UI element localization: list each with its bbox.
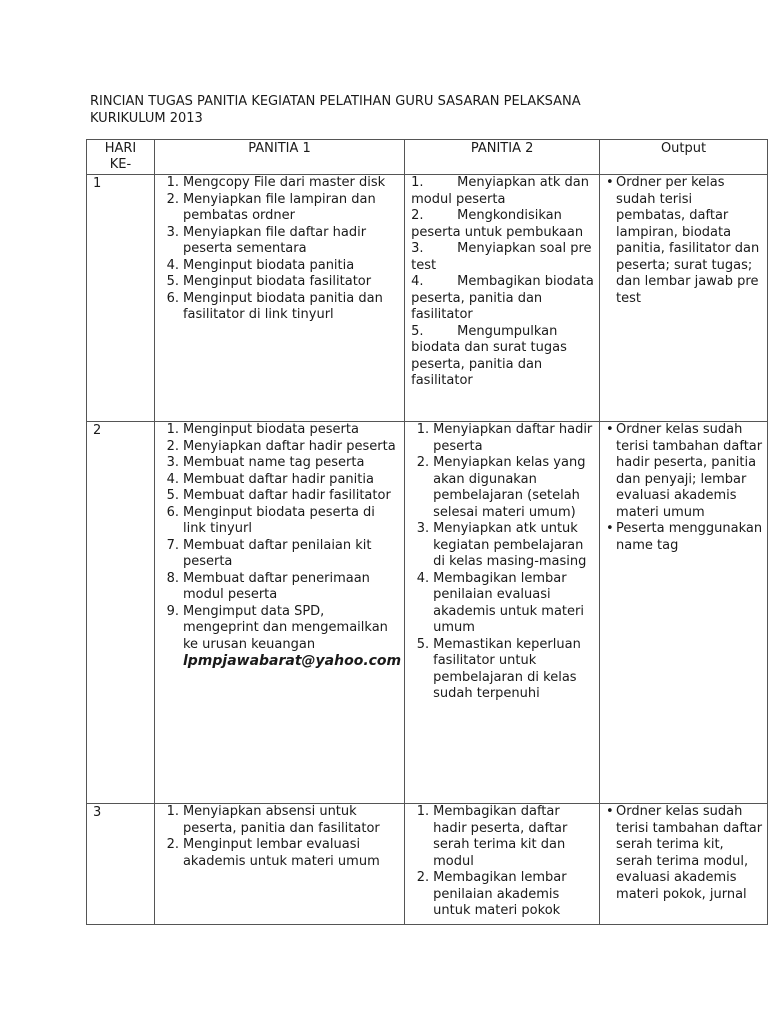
list-item: 5. Membuat daftar hadir fasilitator	[166, 488, 391, 503]
list-item: • Ordner per kelas sudah terisi pembatas, daftar lampiran, biodata panitia, fasilitator dan peserta; surat tugas; dan lembar jawab pre test	[606, 175, 760, 306]
list-item: 2. Menyiapkan kelas yang akan digunakan pembelajaran (setelah selesai materi umum)	[416, 455, 586, 520]
list-item: 5. Mengumpulkan biodata dan surat tugas peserta, panitia dan fasilitator	[411, 323, 567, 388]
header-panitia1: PANITIA 1	[154, 140, 404, 175]
list-item: 8. Membuat daftar penerimaan modul peserta	[166, 570, 370, 602]
list-item: 4. Menginput biodata panitia	[166, 257, 355, 273]
table-header-row	[87, 140, 768, 175]
panitia2-task-list	[405, 804, 599, 920]
list-item: 1. Menyiapkan atk dan modul peserta	[411, 175, 589, 207]
header-hari-line2: KE-	[109, 157, 132, 172]
output-cell	[600, 804, 768, 925]
list-item: 1. Membagikan daftar hadir peserta, daftar serah terima kit dan modul	[416, 804, 568, 869]
list-item: • Ordner kelas sudah terisi tambahan daftar serah terima kit, serah terima modul, evaluasi akademis materi pokok, jurnal	[606, 804, 763, 902]
panitia2-cell	[405, 175, 600, 422]
list-item: 2. Menyiapkan daftar hadir peserta	[166, 438, 396, 454]
table-row	[87, 175, 768, 422]
list-item: 2. Membagikan lembar penilaian akademis untuk materi pokok	[416, 870, 567, 918]
list-item: 5. Menginput biodata fasilitator	[166, 274, 372, 289]
list-item: 3. Menyiapkan file daftar hadir peserta sementara	[166, 224, 367, 256]
list-item: 1. Menyiapkan absensi untuk peserta, panitia dan fasilitator	[166, 804, 380, 836]
panitia1-task-list	[155, 804, 404, 870]
header-hari-line1: HARI	[104, 141, 137, 156]
title-line-2: KURIKULUM 2013	[90, 111, 203, 126]
list-item: 3. Menyiapkan atk untuk kegiatan pembelajaran di kelas masing-masing	[416, 521, 587, 569]
panitia2-task-list	[405, 422, 599, 703]
document-title	[90, 93, 650, 127]
header-panitia2: PANITIA 2	[405, 140, 600, 175]
table-row	[87, 804, 768, 925]
panitia2-task-list	[405, 175, 599, 390]
list-item: • Peserta menggunakan name tag	[606, 521, 763, 553]
list-item: 4. Membagikan biodata peserta, panitia dan fasilitator	[411, 274, 594, 322]
panitia1-cell	[154, 804, 404, 925]
bullet-icon: •	[606, 804, 614, 819]
bullet-icon: •	[606, 422, 614, 437]
output-cell	[600, 175, 768, 422]
list-item: 4. Membagikan lembar penilaian evaluasi akademis untuk materi umum	[416, 570, 584, 635]
list-item: 3. Menyiapkan soal pre test	[411, 241, 592, 273]
email-address: lpmpjawabarat@yahoo.com	[182, 653, 402, 669]
list-item: • Ordner kelas sudah terisi tambahan daftar hadir peserta, panitia dan penyaji; lembar evaluasi akademis materi umum	[606, 422, 763, 520]
task-table	[86, 139, 768, 925]
list-item: 2. Mengkondisikan peserta untuk pembukaan	[411, 208, 584, 240]
day-cell: 3	[87, 804, 155, 925]
panitia2-cell	[405, 804, 600, 925]
bullet-icon: •	[606, 521, 614, 536]
output-list	[600, 175, 767, 307]
header-output: Output	[600, 140, 768, 175]
panitia1-task-list	[155, 175, 404, 324]
day-cell: 1	[87, 175, 155, 422]
list-item: 1. Menyiapkan daftar hadir peserta	[416, 422, 593, 454]
panitia1-cell	[154, 422, 404, 804]
header-hari	[87, 140, 155, 175]
list-item: 5. Memastikan keperluan fasilitator untuk pembelajaran di kelas sudah terpenuhi	[416, 636, 581, 701]
table-row	[87, 422, 768, 804]
title-line-1: RINCIAN TUGAS PANITIA KEGIATAN PELATIHAN GURU SASARAN PELAKSANA	[90, 94, 581, 109]
list-item: 9. Mengimput data SPD, mengeprint dan mengemailkan ke urusan keuangan lpmpjawabarat@yahoo.com	[166, 603, 402, 669]
list-item: 2. Menyiapkan file lampiran dan pembatas ordner	[166, 191, 376, 223]
list-item: 7. Membuat daftar penilaian kit peserta	[166, 537, 372, 569]
list-item: 1. Mengcopy File dari master disk	[166, 175, 386, 190]
panitia1-task-list	[155, 422, 404, 671]
panitia2-cell	[405, 422, 600, 804]
output-list	[600, 422, 767, 554]
panitia1-cell	[154, 175, 404, 422]
list-item: 6. Menginput biodata peserta di link tinyurl	[166, 504, 375, 536]
list-item: 2. Menginput lembar evaluasi akademis untuk materi umum	[166, 837, 380, 869]
list-item: 1. Menginput biodata peserta	[166, 422, 359, 437]
list-item: 6. Menginput biodata panitia dan fasilitator di link tinyurl	[166, 290, 383, 322]
output-cell	[600, 422, 768, 804]
list-item: 4. Membuat daftar hadir panitia	[166, 471, 374, 487]
output-list	[600, 804, 767, 903]
bullet-icon: •	[606, 175, 614, 190]
list-item: 3. Membuat name tag peserta	[166, 455, 365, 470]
day-cell: 2	[87, 422, 155, 804]
list-item-text: Mengimput data SPD, mengeprint dan mengemailkan ke urusan keuangan	[182, 603, 388, 652]
